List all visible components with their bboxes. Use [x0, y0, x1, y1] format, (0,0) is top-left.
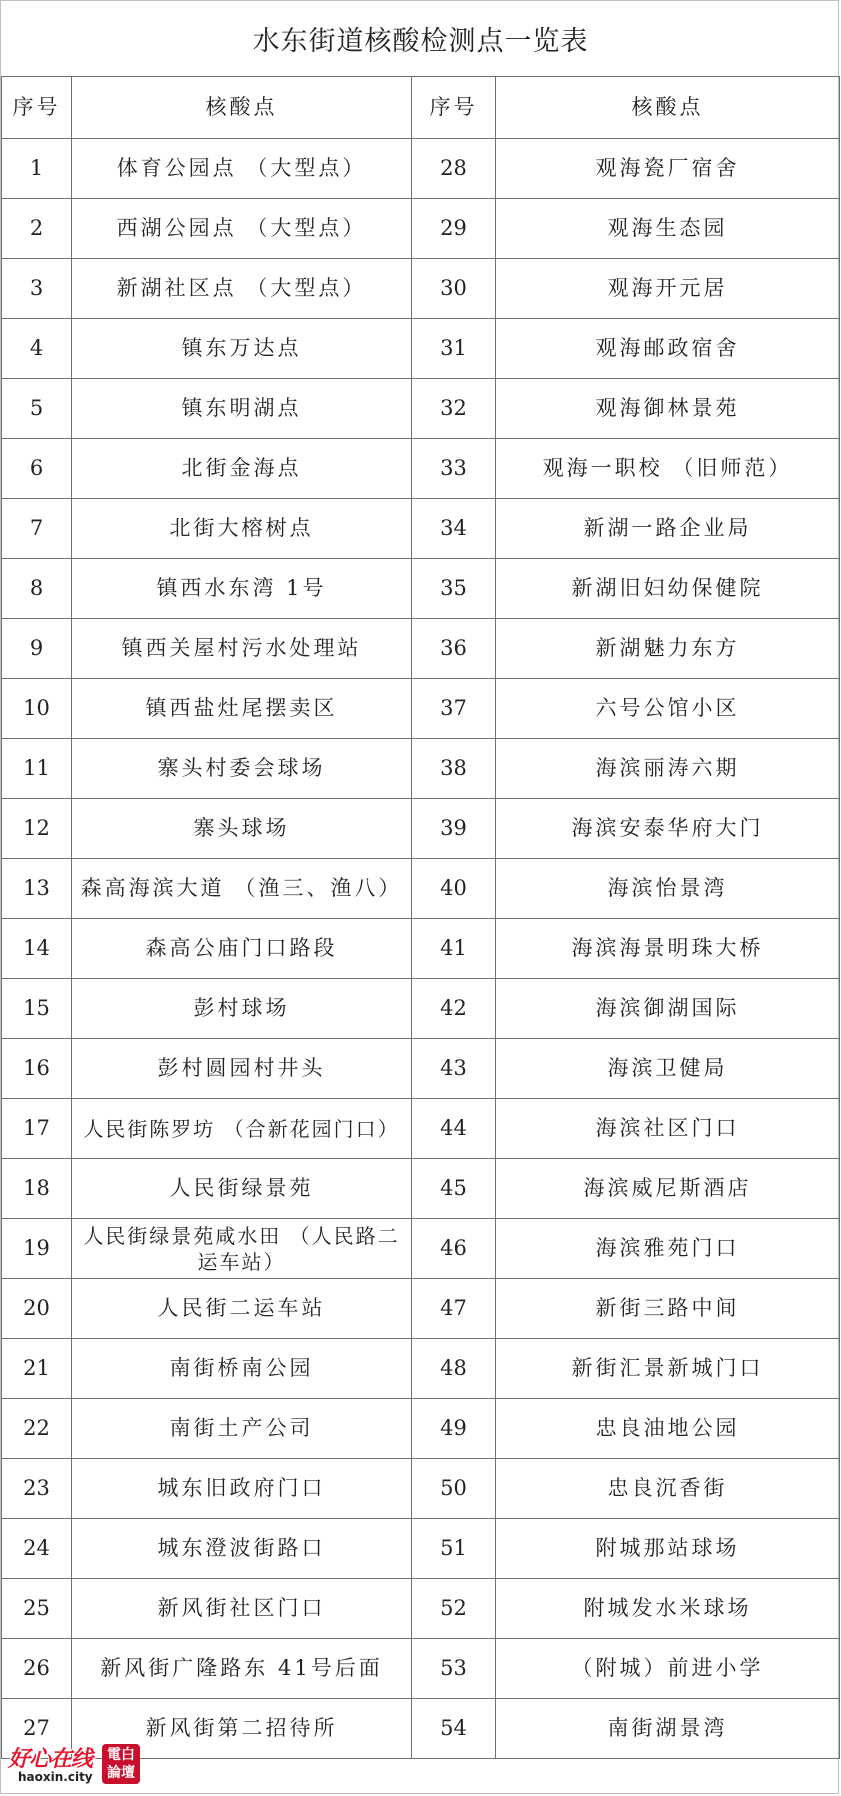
row-index-left: 5	[2, 379, 72, 439]
row-index-right: 31	[412, 319, 496, 379]
watermark-main-text: 好心在线	[8, 1747, 93, 1772]
row-site-right: 新街汇景新城门口	[496, 1339, 840, 1399]
table-header-row	[2, 77, 840, 139]
row-index-right: 39	[412, 799, 496, 859]
row-site-right: 新街三路中间	[496, 1279, 840, 1339]
row-index-left: 22	[2, 1399, 72, 1459]
row-index-left: 14	[2, 919, 72, 979]
row-site-left: 人民街绿景苑咸水田 （人民路二运车站）	[72, 1219, 412, 1279]
row-site-left: 人民街陈罗坊 （合新花园门口）	[72, 1099, 412, 1159]
row-index-right: 38	[412, 739, 496, 799]
row-site-right: 观海邮政宿舍	[496, 319, 840, 379]
row-index-right: 30	[412, 259, 496, 319]
row-index-right: 47	[412, 1279, 496, 1339]
table-row	[2, 559, 840, 619]
table-body	[2, 139, 840, 1759]
row-site-right: 观海开元居	[496, 259, 840, 319]
table-row	[2, 439, 840, 499]
row-site-right: 海滨威尼斯酒店	[496, 1159, 840, 1219]
row-site-left: 寨头村委会球场	[72, 739, 412, 799]
row-index-right: 28	[412, 139, 496, 199]
row-index-right: 46	[412, 1219, 496, 1279]
row-site-right: 海滨丽涛六期	[496, 739, 840, 799]
row-index-right: 36	[412, 619, 496, 679]
row-index-left: 10	[2, 679, 72, 739]
table-row	[2, 1399, 840, 1459]
row-site-right: 海滨御湖国际	[496, 979, 840, 1039]
row-site-left: 城东澄波街路口	[72, 1519, 412, 1579]
row-site-left: 镇西盐灶尾摆卖区	[72, 679, 412, 739]
table-row	[2, 1579, 840, 1639]
row-index-right: 52	[412, 1579, 496, 1639]
row-index-left: 15	[2, 979, 72, 1039]
watermark-seal: 電白論壇	[102, 1744, 140, 1784]
row-site-left: 体育公园点 （大型点）	[72, 139, 412, 199]
row-index-right: 48	[412, 1339, 496, 1399]
header-site-left: 核酸点	[72, 77, 412, 139]
row-site-left: 南街土产公司	[72, 1399, 412, 1459]
header-index-left: 序号	[2, 77, 72, 139]
row-index-right: 45	[412, 1159, 496, 1219]
row-site-right: 附城发水米球场	[496, 1579, 840, 1639]
row-index-left: 17	[2, 1099, 72, 1159]
row-site-left: 城东旧政府门口	[72, 1459, 412, 1519]
row-site-right: 附城那站球场	[496, 1519, 840, 1579]
row-index-left: 26	[2, 1639, 72, 1699]
table-row	[2, 1519, 840, 1579]
row-site-left: 镇西关屋村污水处理站	[72, 619, 412, 679]
row-site-right: 海滨雅苑门口	[496, 1219, 840, 1279]
row-site-right: 新湖一路企业局	[496, 499, 840, 559]
row-site-right: 海滨怡景湾	[496, 859, 840, 919]
row-site-right: （附城）前进小学	[496, 1639, 840, 1699]
header-site-right: 核酸点	[496, 77, 840, 139]
row-site-right: 忠良沉香街	[496, 1459, 840, 1519]
row-index-left: 18	[2, 1159, 72, 1219]
row-index-right: 51	[412, 1519, 496, 1579]
row-index-right: 33	[412, 439, 496, 499]
row-index-left: 20	[2, 1279, 72, 1339]
row-index-right: 42	[412, 979, 496, 1039]
table-row	[2, 1099, 840, 1159]
row-site-left: 新风街社区门口	[72, 1579, 412, 1639]
table-row	[2, 1219, 840, 1279]
row-site-right: 海滨卫健局	[496, 1039, 840, 1099]
row-site-left: 西湖公园点 （大型点）	[72, 199, 412, 259]
row-site-left: 北街金海点	[72, 439, 412, 499]
row-index-left: 25	[2, 1579, 72, 1639]
testing-sites-table	[1, 76, 840, 1759]
row-site-right: 南街湖景湾	[496, 1699, 840, 1759]
table-row	[2, 1639, 840, 1699]
table-row	[2, 799, 840, 859]
row-site-left: 寨头球场	[72, 799, 412, 859]
row-site-right: 观海御林景苑	[496, 379, 840, 439]
row-site-right: 海滨安泰华府大门	[496, 799, 840, 859]
table-row	[2, 919, 840, 979]
row-site-left: 森高海滨大道 （渔三、渔八）	[72, 859, 412, 919]
row-index-left: 12	[2, 799, 72, 859]
row-site-right: 观海生态园	[496, 199, 840, 259]
row-site-right: 观海瓷厂宿舍	[496, 139, 840, 199]
row-index-left: 4	[2, 319, 72, 379]
table-row	[2, 859, 840, 919]
row-site-left: 彭村圆园村井头	[72, 1039, 412, 1099]
row-site-right: 海滨社区门口	[496, 1099, 840, 1159]
row-site-left: 镇东万达点	[72, 319, 412, 379]
row-index-right: 43	[412, 1039, 496, 1099]
row-site-left: 镇西水东湾 1号	[72, 559, 412, 619]
row-site-right: 新湖魅力东方	[496, 619, 840, 679]
row-index-left: 9	[2, 619, 72, 679]
row-index-left: 6	[2, 439, 72, 499]
row-index-right: 34	[412, 499, 496, 559]
table-row	[2, 499, 840, 559]
row-index-left: 21	[2, 1339, 72, 1399]
row-index-left: 8	[2, 559, 72, 619]
row-index-right: 49	[412, 1399, 496, 1459]
row-index-right: 37	[412, 679, 496, 739]
row-site-left: 新风街第二招待所	[72, 1699, 412, 1759]
row-index-left: 3	[2, 259, 72, 319]
row-site-left: 人民街二运车站	[72, 1279, 412, 1339]
table-row	[2, 319, 840, 379]
table-row	[2, 259, 840, 319]
row-site-right: 六号公馆小区	[496, 679, 840, 739]
row-index-left: 1	[2, 139, 72, 199]
row-site-left: 彭村球场	[72, 979, 412, 1039]
row-site-left: 新风街广隆路东 41号后面	[72, 1639, 412, 1699]
row-index-right: 53	[412, 1639, 496, 1699]
table-row	[2, 139, 840, 199]
row-site-right: 海滨海景明珠大桥	[496, 919, 840, 979]
watermark-sub-text: haoxin.city	[18, 1770, 93, 1784]
row-index-right: 50	[412, 1459, 496, 1519]
row-index-left: 7	[2, 499, 72, 559]
row-site-right: 新湖旧妇幼保健院	[496, 559, 840, 619]
row-index-left: 2	[2, 199, 72, 259]
row-index-right: 40	[412, 859, 496, 919]
table-row	[2, 739, 840, 799]
watermark-logo	[4, 1740, 144, 1792]
row-index-right: 32	[412, 379, 496, 439]
row-site-left: 新湖社区点 （大型点）	[72, 259, 412, 319]
row-index-left: 23	[2, 1459, 72, 1519]
header-index-right: 序号	[412, 77, 496, 139]
row-site-right: 忠良油地公园	[496, 1399, 840, 1459]
row-site-left: 森高公庙门口路段	[72, 919, 412, 979]
table-row	[2, 1339, 840, 1399]
table-row	[2, 1279, 840, 1339]
row-index-right: 44	[412, 1099, 496, 1159]
row-index-right: 29	[412, 199, 496, 259]
table-row	[2, 1039, 840, 1099]
table-row	[2, 619, 840, 679]
row-site-left: 南街桥南公园	[72, 1339, 412, 1399]
row-index-left: 16	[2, 1039, 72, 1099]
document-title: 水东街道核酸检测点一览表	[252, 25, 589, 57]
row-site-left: 人民街绿景苑	[72, 1159, 412, 1219]
row-site-right: 观海一职校 （旧师范）	[496, 439, 840, 499]
row-index-right: 41	[412, 919, 496, 979]
row-site-left: 北街大榕树点	[72, 499, 412, 559]
row-index-left: 13	[2, 859, 72, 919]
row-index-left: 27	[2, 1699, 72, 1759]
row-site-left: 镇东明湖点	[72, 379, 412, 439]
row-index-right: 54	[412, 1699, 496, 1759]
row-index-right: 35	[412, 559, 496, 619]
row-index-left: 11	[2, 739, 72, 799]
table-row	[2, 379, 840, 439]
row-index-left: 19	[2, 1219, 72, 1279]
table-row	[2, 1459, 840, 1519]
table-row	[2, 979, 840, 1039]
table-row	[2, 199, 840, 259]
row-index-left: 24	[2, 1519, 72, 1579]
table-row	[2, 679, 840, 739]
table-row	[2, 1159, 840, 1219]
